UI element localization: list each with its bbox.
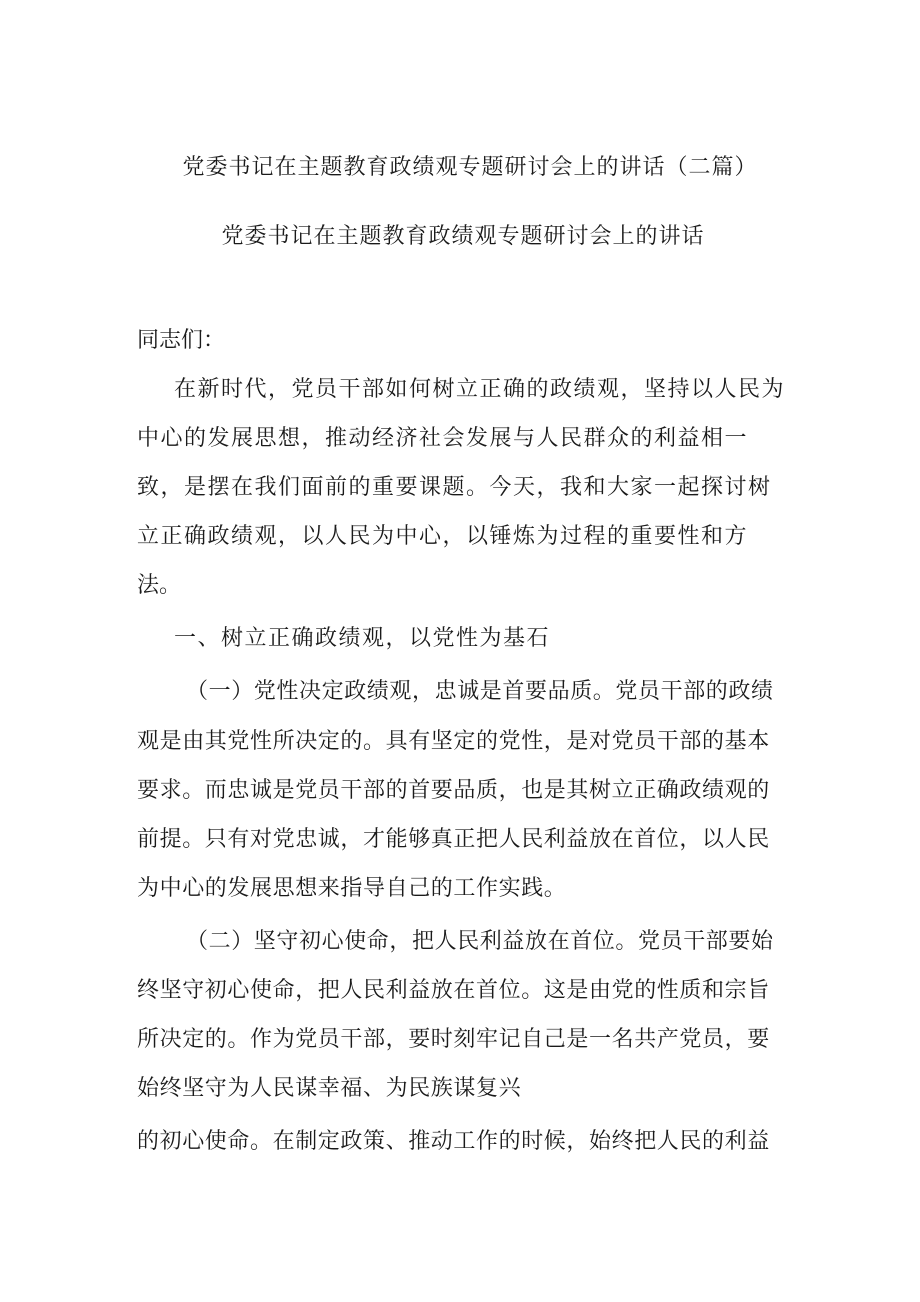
intro-line-1: 在新时代，党员干部如何树立正确的政绩观，坚持以人民为 (174, 377, 786, 402)
para-1-line-3: 要求。而忠诚是党员干部的首要品质，也是其树立正确政绩观的 (137, 778, 770, 803)
sub-title: 党委书记在主题教育政绩观专题研讨会上的讲话 (221, 224, 705, 249)
greeting: 同志们： (137, 328, 226, 353)
intro-line-2: 中心的发展思想，推动经济社会发展与人民群众的利益相一 (137, 426, 749, 451)
para-2-line-2: 终坚守初心使命，把人民利益放在首位。这是由党的性质和宗旨 (137, 978, 770, 1003)
intro-line-3: 致，是摆在我们面前的重要课题。今天，我和大家一起探讨树 (137, 475, 772, 500)
para-2-line-3: 所决定的。作为党员干部，要时刻牢记自己是一名共产党员，要 (137, 1027, 770, 1052)
main-title: 党委书记在主题教育政绩观专题研讨会上的讲话（二篇） (182, 155, 758, 180)
section-1-heading: 一、树立正确政绩观，以党性为基石 (174, 626, 551, 651)
para-1-line-5: 为中心的发展思想来指导自己的工作实践。 (137, 876, 567, 901)
intro-line-5: 法。 (137, 573, 182, 598)
para-1-line-4: 前提。只有对党忠诚，才能够真正把人民利益放在首位，以人民 (137, 827, 770, 852)
para-2-line-4: 始终坚守为人民谋幸福、为民族谋复兴 (137, 1076, 522, 1101)
para-2-line-1: （二）坚守初心使命，把人民利益放在首位。党员干部要始 (186, 929, 774, 954)
para-1-line-2: 观是由其党性所决定的。具有坚定的党性，是对党员干部的基本 (137, 729, 770, 754)
para-2-line-5: 的初心使命。在制定政策、推动工作的时候，始终把人民的利益 (137, 1129, 770, 1154)
para-1-line-1: （一）党性决定政绩观，忠诚是首要品质。党员干部的政绩 (186, 679, 774, 704)
intro-line-4: 立正确政绩观，以人民为中心，以锤炼为过程的重要性和方 (137, 524, 749, 549)
